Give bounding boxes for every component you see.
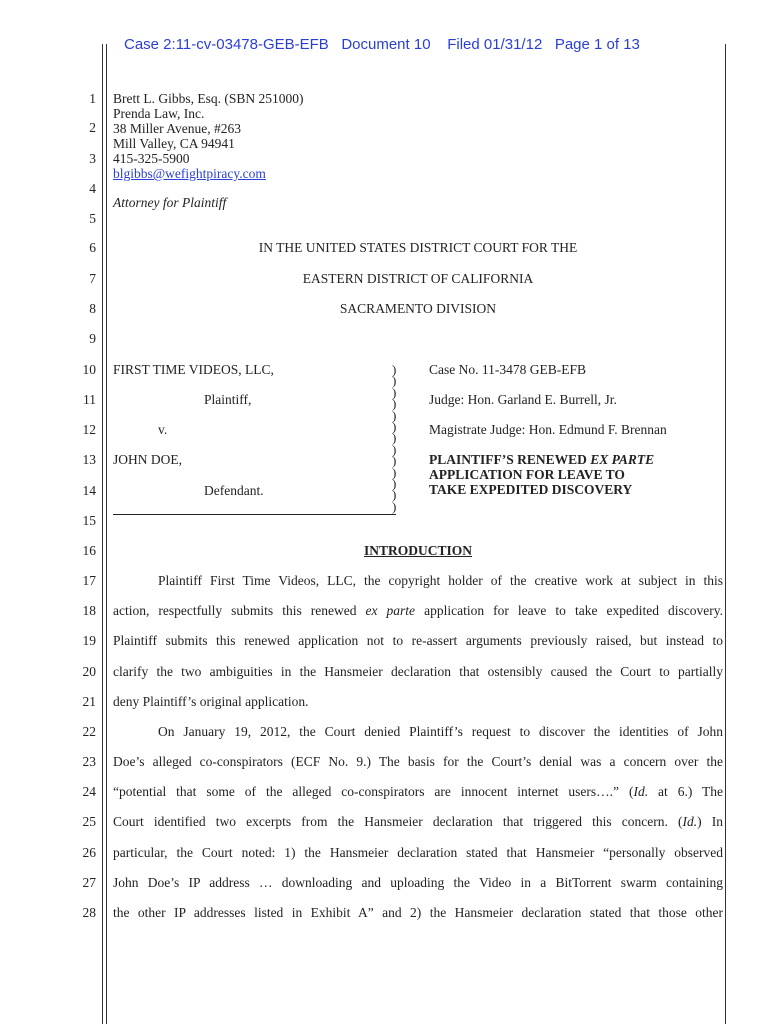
- caption-paren: ): [392, 407, 397, 423]
- line-number-3: 3: [89, 151, 96, 166]
- section-heading-introduction: INTRODUCTION: [363, 543, 472, 558]
- caption-title-line2: APPLICATION FOR LEAVE TO: [429, 467, 625, 482]
- body-line-20: clarify the two ambiguities in the Hansmeier declaration that ostensibly caused the Court to partially: [113, 664, 723, 679]
- court-line-2: EASTERN DISTRICT OF CALIFORNIA: [302, 271, 534, 286]
- filing-header: [124, 36, 640, 53]
- caption-title-line3: TAKE EXPEDITED DISCOVERY: [429, 482, 633, 497]
- attorney-address-line2: Mill Valley, CA 94941: [113, 136, 235, 151]
- line-number-27: 27: [82, 875, 96, 890]
- attorney-name: Brett L. Gibbs, Esq. (SBN 251000): [113, 91, 304, 106]
- body-line-19: Plaintiff submits this renewed application not to re-assert arguments previously raised, but instead to: [113, 633, 723, 648]
- line-number-17: 17: [82, 573, 96, 588]
- line-number-15: 15: [82, 513, 96, 528]
- line-number-18: 18: [82, 603, 96, 618]
- court-line-1: IN THE UNITED STATES DISTRICT COURT FOR THE: [258, 240, 578, 255]
- caption-versus: v.: [158, 422, 168, 437]
- body-line-27: John Doe’s IP address … downloading and uploading the Video in a BitTorrent swarm containing: [113, 875, 723, 890]
- caption-plaintiff-label: Plaintiff,: [204, 392, 252, 407]
- caption-plaintiff: FIRST TIME VIDEOS, LLC,: [113, 362, 274, 377]
- caption-paren: ): [392, 441, 397, 457]
- body-line-18: [113, 603, 723, 619]
- caption-underline: [113, 514, 396, 515]
- caption-case-no: Case No. 11-3478 GEB-EFB: [429, 362, 586, 377]
- line-number-10: 10: [82, 362, 96, 377]
- body-line-24-part-c: at 6.) The: [648, 784, 723, 799]
- caption-paren: ): [392, 430, 397, 446]
- attorney-role: Attorney for Plaintiff: [113, 195, 227, 210]
- body-line-24: [113, 784, 723, 800]
- body-line-24-part-a: “potential that some of the alleged co-conspirators are innocent internet users….” (: [113, 784, 634, 799]
- line-number-2: 2: [89, 120, 96, 135]
- body-line-25-part-c: ) In: [697, 814, 723, 829]
- header-filed-date: Filed 01/31/12: [447, 36, 543, 53]
- header-document-number: Document 10: [341, 36, 431, 53]
- line-number-11: 11: [83, 392, 96, 407]
- body-line-18-part-c: application for leave to take expedited discovery.: [415, 603, 723, 618]
- line-number-25: 25: [82, 814, 96, 829]
- caption-document-title: [429, 452, 654, 497]
- caption-paren: ): [392, 362, 397, 377]
- line-number-26: 26: [82, 845, 96, 860]
- header-page-count: Page 1 of 13: [554, 36, 640, 53]
- line-number-14: 14: [82, 483, 96, 498]
- attorney-address-line1: 38 Miller Avenue, #263: [113, 121, 241, 136]
- attorney-email-link[interactable]: blgibbs@wefightpiracy.com: [113, 166, 266, 181]
- caption-paren-column: [392, 364, 396, 512]
- line-number-12: 12: [82, 422, 96, 437]
- caption-paren: ): [392, 476, 397, 492]
- body-line-22: On January 19, 2012, the Court denied Plaintiff’s request to discover the identities of John: [158, 724, 723, 739]
- court-line-3: SACRAMENTO DIVISION: [339, 301, 497, 316]
- attorney-phone: 415-325-5900: [113, 151, 190, 166]
- caption-judge: Judge: Hon. Garland E. Burrell, Jr.: [429, 392, 617, 407]
- line-number-6: 6: [89, 240, 96, 255]
- line-number-21: 21: [82, 694, 96, 709]
- line-number-23: 23: [82, 754, 96, 769]
- header-case-number: Case 2:11-cv-03478-GEB-EFB: [124, 36, 329, 53]
- line-number-28: 28: [82, 905, 96, 920]
- body-line-23: Doe’s alleged co-conspirators (ECF No. 9.) The basis for the Court’s denial was a concern over the: [113, 754, 723, 769]
- line-number-24: 24: [82, 784, 96, 799]
- caption-defendant: JOHN DOE,: [113, 452, 182, 467]
- body-line-26: particular, the Court noted: 1) the Hansmeier declaration stated that Hansmeier “personally observed: [113, 845, 723, 860]
- attorney-block: [113, 91, 304, 181]
- left-margin-rule-outer: [102, 44, 103, 1024]
- caption-title-line1: PLAINTIFF’S RENEWED: [429, 452, 591, 467]
- body-line-18-part-a: action, respectfully submits this renewed: [113, 603, 366, 618]
- caption-title-ex-parte: EX PARTE: [590, 452, 655, 467]
- line-number-4: 4: [89, 181, 96, 196]
- line-number-9: 9: [89, 331, 96, 346]
- caption-defendant-label: Defendant.: [204, 483, 264, 498]
- caption-paren: ): [392, 487, 397, 503]
- line-number-20: 20: [82, 664, 96, 679]
- caption-paren: ): [392, 384, 397, 400]
- line-number-7: 7: [89, 271, 96, 286]
- caption-paren: ): [392, 464, 397, 480]
- attorney-firm: Prenda Law, Inc.: [113, 106, 205, 121]
- body-line-25: [113, 814, 723, 830]
- left-margin-rule-inner: [106, 44, 107, 1024]
- body-line-25-id-cite: Id.: [682, 814, 698, 829]
- line-number-8: 8: [89, 301, 96, 316]
- caption-paren: ): [392, 419, 397, 435]
- line-number-19: 19: [82, 633, 96, 648]
- caption-paren: ): [392, 396, 397, 412]
- line-number-16: 16: [82, 543, 96, 558]
- caption-paren: ): [392, 453, 397, 469]
- body-line-17: Plaintiff First Time Videos, LLC, the copyright holder of the creative work at subject in this: [158, 573, 723, 588]
- body-line-25-part-a: Court identified two excerpts from the Hansmeier declaration that triggered this concern. (: [113, 814, 683, 829]
- body-line-28: the other IP addresses listed in Exhibit A” and 2) the Hansmeier declaration stated that those other: [113, 905, 723, 920]
- line-number-5: 5: [89, 211, 96, 226]
- body-line-18-ex-parte: ex parte: [365, 603, 416, 618]
- line-number-22: 22: [82, 724, 96, 739]
- caption-paren: ): [392, 373, 397, 389]
- body-line-24-id-cite: Id.: [633, 784, 649, 799]
- line-number-13: 13: [82, 452, 96, 467]
- line-number-1: 1: [89, 91, 96, 106]
- caption-magistrate: Magistrate Judge: Hon. Edmund F. Brennan: [429, 422, 667, 437]
- body-line-21: deny Plaintiff’s original application.: [113, 694, 309, 709]
- caption-paren: ): [392, 498, 397, 514]
- right-margin-rule: [725, 44, 726, 1024]
